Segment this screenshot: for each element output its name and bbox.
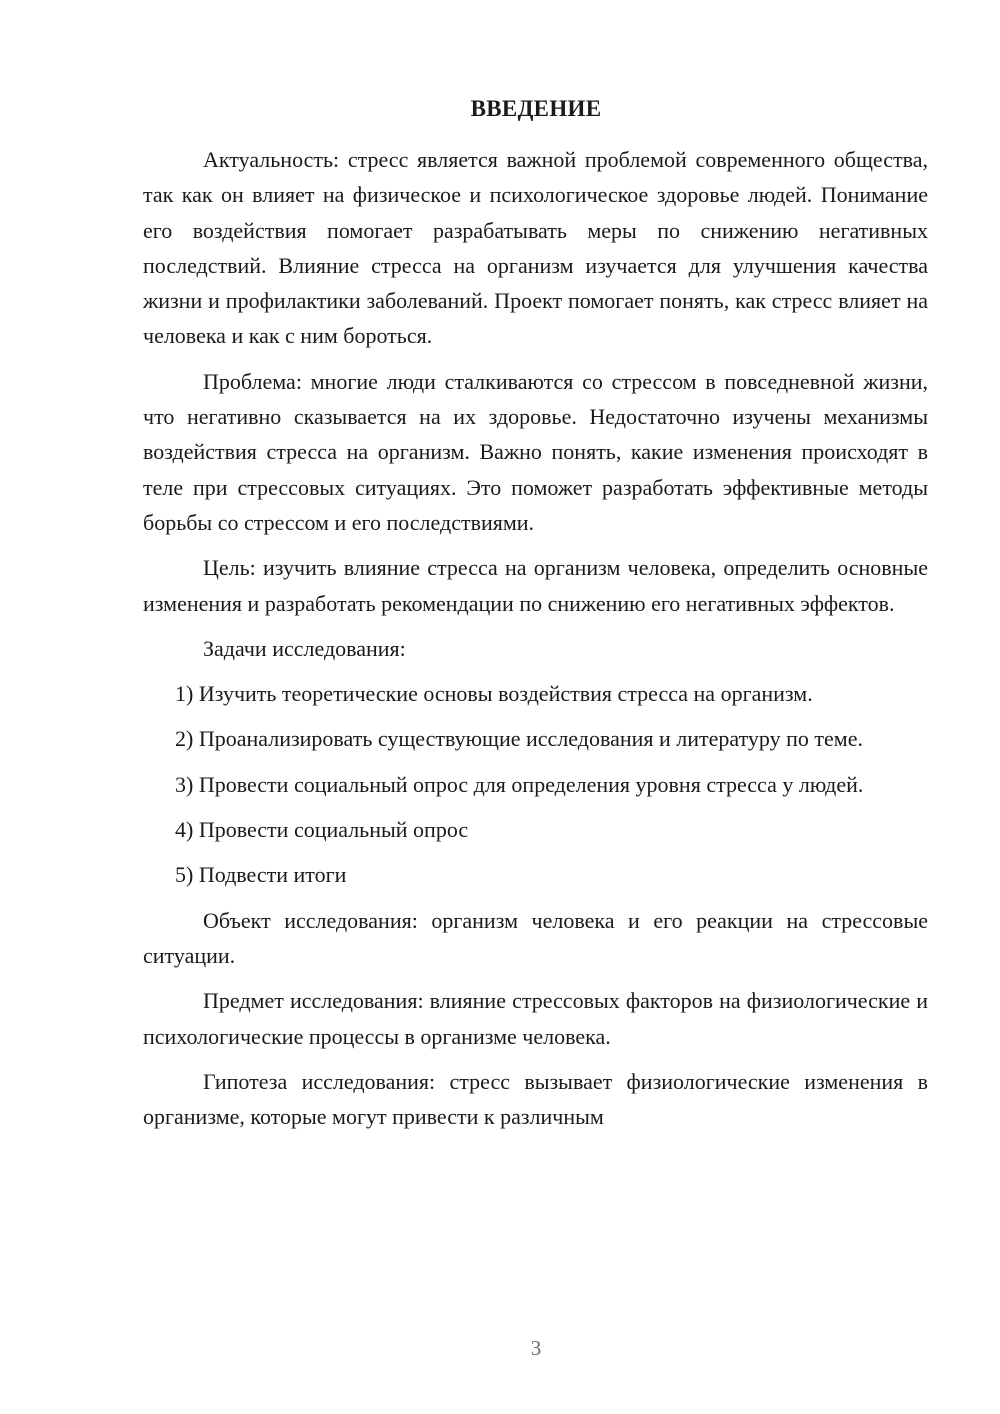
- paragraph-goal: Цель: изучить влияние стресса на организм человека, определить основные изменения и разработать рекомендации по снижению его негативных эффектов.: [143, 555, 928, 616]
- task-item-4: 4) Провести социальный опрос: [175, 817, 469, 843]
- task-item-5: 5) Подвести итоги: [175, 862, 347, 888]
- paragraph-problem: Проблема: многие люди сталкиваются со стрессом в повседневной жизни, что негативно сказывается на их здоровье. Недостаточно изучены механизмы воздействия стресса на организм. Важно понять, какие изменения происходят в теле при стрессовых ситуациях. Это поможет разработать эффективные методы борьбы со стрессом и его последствиями.: [143, 368, 928, 535]
- task-item-3: 3) Провести социальный опрос для определения уровня стресса у людей.: [175, 771, 864, 797]
- paragraph-object: Объект исследования: организм человека и его реакции на стрессовые ситуации.: [143, 907, 928, 968]
- task-item-1: 1) Изучить теоретические основы воздействия стресса на организм.: [175, 681, 813, 707]
- paragraph-hypothesis: Гипотеза исследования: стресс вызывает физиологические изменения в организме, которые могут привести к различным: [143, 1068, 928, 1130]
- paragraph-relevance: Актуальность: стресс является важной проблемой современного общества, так как он влияет на физическое и психологическое здоровье людей. Понимание его воздействия помогает разрабатывать меры по снижению негативных последствий. Влияние стресса на организм изучается для улучшения качества жизни и профилактики заболеваний. Проект помогает понять, как стресс влияет на человека и как с ним бороться.: [143, 147, 928, 349]
- document-body: [143, 142, 928, 1144]
- section-title: ВВЕДЕНИЕ: [470, 96, 602, 121]
- task-item-2: 2) Проанализировать существующие исследования и литературу по теме.: [175, 726, 863, 752]
- tasks-heading: Задачи исследования:: [203, 635, 406, 661]
- paragraph-subject: Предмет исследования: влияние стрессовых факторов на физиологические и психологические процессы в организме человека.: [143, 988, 928, 1049]
- page-number: 3: [530, 1336, 542, 1360]
